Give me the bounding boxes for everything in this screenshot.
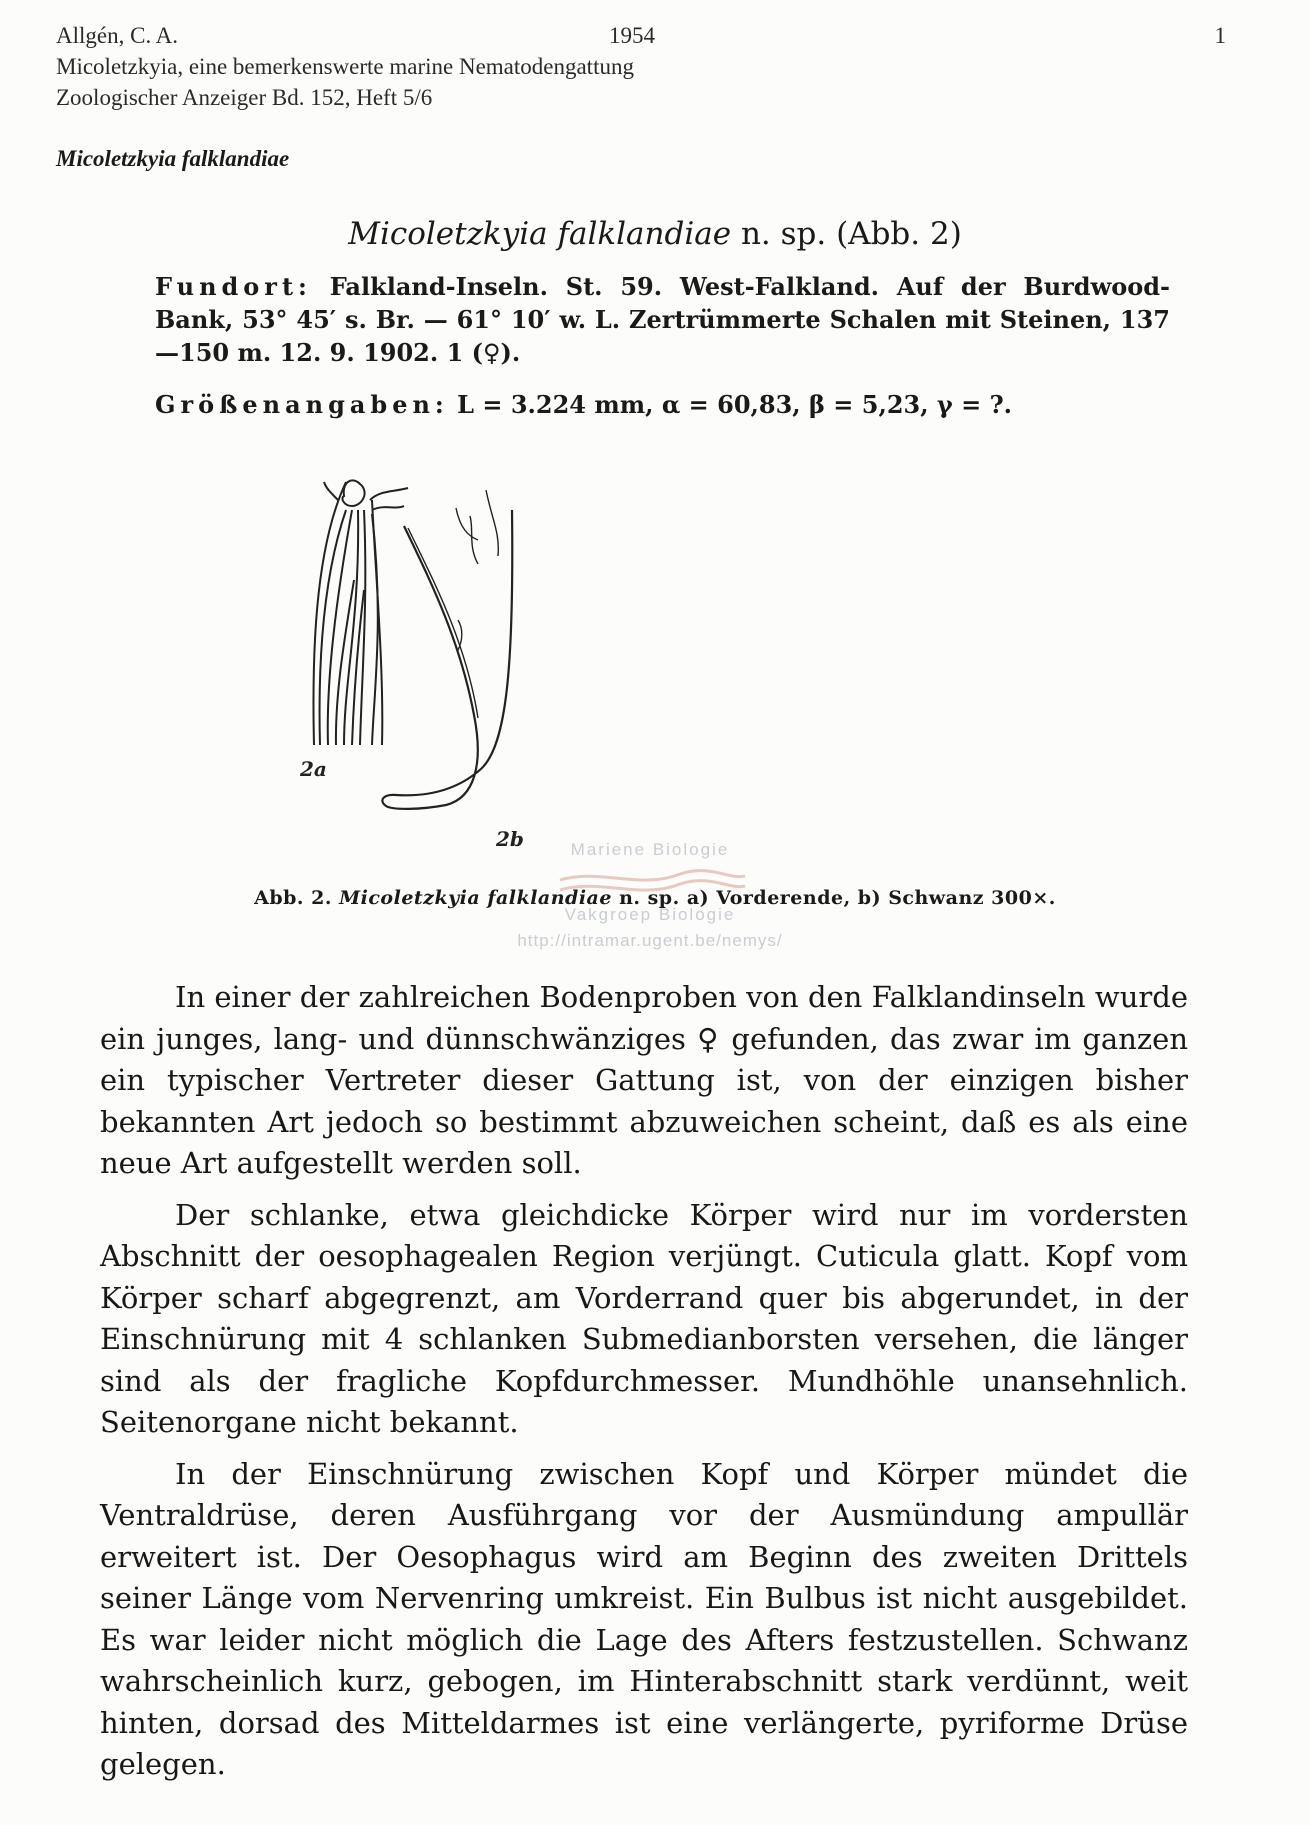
locality-text: Falkland-Inseln. St. 59. West-Falkland. Auf der Burdwood-Bank, 53° 45′ s. Br. — 61° 10′ w. L. Zertrümmerte Schalen mit Steinen, 137—150 m. 12. 9. 1902. 1 (♀). <box>155 272 1170 367</box>
figure-label-a: 2a <box>300 757 327 781</box>
watermark-arc-text: Mariene Biologie <box>570 840 730 859</box>
tail-drawing <box>382 490 512 809</box>
caption-species: Micoletzkyia falklandiae <box>339 887 612 909</box>
figure-label-b: 2b <box>496 827 524 851</box>
title-species: Micoletzkyia falklandiae <box>348 216 732 252</box>
journal-reference: Zoologischer Anzeiger Bd. 152, Heft 5/6 <box>56 85 433 110</box>
paragraph: Der schlanke, etwa gleichdicke Körper wird nur im vordersten Abschnitt der oesophagealen Region verjüngt. Cuticula glatt. Kopf vom Körper scharf abgegrenzt, am Vorderrand quer bis abgerundet, in der Einschnürung mit 4 schlanken Submedianborsten versehen, die länger sind als der fragliche Kopfdurchmesser. Mundhöhle unansehnlich. Seitenorgane nicht bekannt. <box>100 1197 1188 1439</box>
article-title: Micoletzkyia, eine bemerkenswerte marine Nematodengattung <box>56 54 634 79</box>
page-number: 1 <box>1214 23 1226 48</box>
anterior-end-drawing <box>313 480 408 745</box>
measurements-paragraph <box>155 388 1170 421</box>
description-text <box>100 977 1188 1796</box>
author: Allgén, C. A. <box>56 23 179 48</box>
caption-rest: n. sp. a) Vorderende, b) Schwanz 300×. <box>619 887 1056 909</box>
figure-drawing <box>300 470 640 860</box>
locality-label: Fundort: <box>155 272 312 301</box>
paragraph: In der Einschnürung zwischen Kopf und Körper mündet die Ventraldrüse, deren Ausführgang vor der Ausmündung ampullär erweitert ist. Der Oesophagus wird am Beginn des zweiten Drittels seiner Länge vom Nervenring umkreist. Ein Bulbus ist nicht ausgebildet. Es war leider nicht möglich die Lage des Afters festzustellen. Schwanz wahrscheinlich kurz, gebogen, im Hinterabschnitt stark verdünnt, weit hinten, dorsad des Mitteldarmes ist eine verlängerte, pyriforme Drüse gelegen. <box>100 1456 1188 1781</box>
watermark-url: http://intramar.ugent.be/nemys/ <box>517 931 783 950</box>
figure-caption <box>0 887 1310 909</box>
section-title <box>0 214 1310 254</box>
title-rest: n. sp. (Abb. 2) <box>740 216 962 252</box>
watermark-line2: Vakgroep Biologie <box>564 905 736 924</box>
caption-prefix: Abb. 2. <box>254 887 332 909</box>
measurements-label: Größenangaben: <box>155 390 449 419</box>
species-tag: Micoletzkyia falklandiae <box>56 146 290 171</box>
citation-header <box>56 20 1226 113</box>
locality-paragraph <box>155 270 1170 369</box>
year: 1954 <box>609 23 655 48</box>
paragraph: In einer der zahlreichen Bodenproben von den Falklandinseln wurde ein junges, lang- und dünnschwänziges ♀ gefunden, das zwar im ganzen ein typischer Vertreter dieser Gattung ist, von der einzigen bisher bekannten Art jedoch so bestimmt abzuweichen scheint, daß es als eine neue Art aufgestellt werden soll. <box>100 980 1188 1180</box>
measurements-text: L = 3.224 mm, α = 60,83, β = 5,23, γ = ?. <box>457 390 1013 419</box>
